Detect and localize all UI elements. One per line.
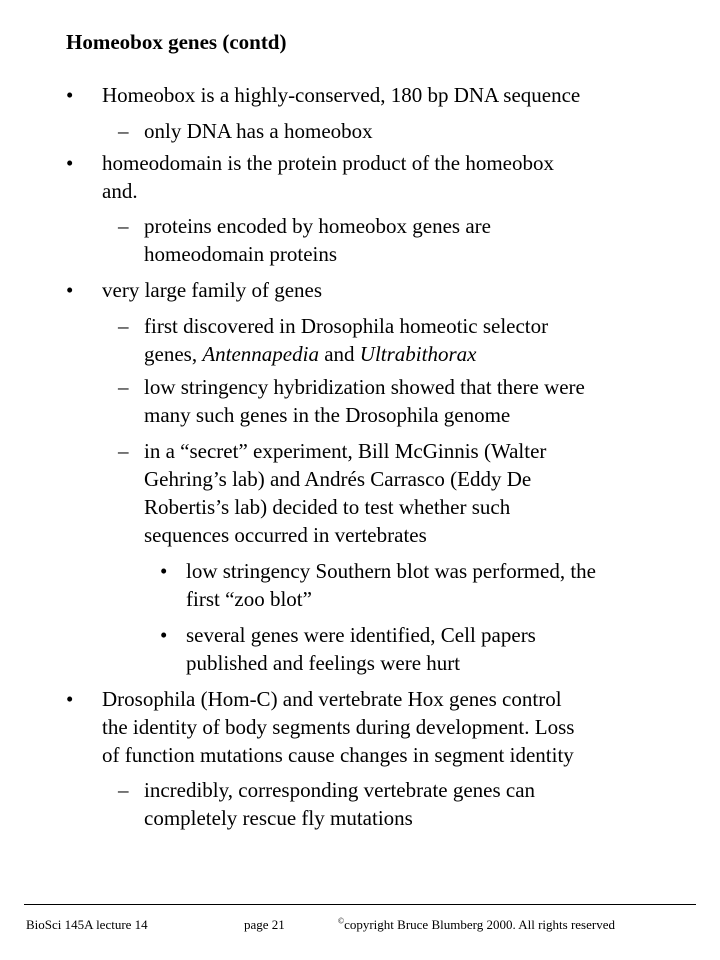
gene-name-italic: Ultrabithorax — [359, 342, 477, 366]
slide-title: Homeobox genes (contd) — [66, 30, 287, 54]
bullet-text: very large family of genes — [102, 278, 323, 302]
dash-marker: – — [118, 119, 129, 143]
sub-bullet-text: only DNA has a homeobox — [144, 119, 373, 143]
sub-sub-bullet-text: published and feelings were hurt — [186, 651, 461, 675]
bullet-marker: • — [66, 151, 74, 175]
sub-sub-bullet-text: first “zoo blot” — [186, 587, 312, 611]
dash-marker: – — [118, 314, 129, 338]
sub-bullet-text: completely rescue fly mutations — [144, 806, 413, 830]
bullet-text: the identity of body segments during development. Loss — [102, 715, 575, 739]
dash-marker: – — [118, 439, 129, 463]
sub-sub-bullet-text: several genes were identified, Cell papers — [186, 623, 536, 647]
sub-bullet-text: low stringency hybridization showed that there were — [144, 375, 585, 399]
footer-copyright — [338, 917, 615, 933]
sub-bullet-text: homeodomain proteins — [144, 242, 338, 266]
bullet-marker: • — [160, 559, 168, 583]
sub-bullet-text: incredibly, corresponding vertebrate genes can — [144, 778, 536, 802]
sub-bullet-text: proteins encoded by homeobox genes are — [144, 214, 491, 238]
text-run: genes, — [144, 342, 203, 366]
text-run: and — [318, 342, 360, 366]
sub-bullet-text: Gehring’s lab) and Andrés Carrasco (Eddy De — [144, 467, 532, 491]
dash-marker: – — [118, 778, 129, 802]
footer-divider — [24, 904, 696, 905]
sub-bullet-text: sequences occurred in vertebrates — [144, 523, 427, 547]
sub-bullet-text: in a “secret” experiment, Bill McGinnis (Walter — [144, 439, 547, 463]
sub-bullet-text — [144, 340, 476, 368]
bullet-marker: • — [66, 83, 74, 107]
gene-name-italic: Antennapedia — [202, 342, 319, 366]
sub-bullet-text: Robertis’s lab) decided to test whether such — [144, 495, 511, 519]
bullet-text: Homeobox is a highly-conserved, 180 bp DNA sequence — [102, 83, 581, 107]
footer-page-number: page 21 — [244, 917, 285, 932]
sub-bullet-text: first discovered in Drosophila homeotic selector — [144, 314, 549, 338]
sub-sub-bullet-text: low stringency Southern blot was performed, the — [186, 559, 596, 583]
bullet-text: Drosophila (Hom-C) and vertebrate Hox genes control — [102, 687, 562, 711]
bullet-text: of function mutations cause changes in segment identity — [102, 743, 574, 767]
bullet-marker: • — [66, 278, 74, 302]
bullet-marker: • — [160, 623, 168, 647]
bullet-text: homeodomain is the protein product of the homeobox — [102, 151, 554, 175]
sub-bullet-text: many such genes in the Drosophila genome — [144, 403, 511, 427]
dash-marker: – — [118, 375, 129, 399]
copyright-symbol: © — [338, 916, 345, 926]
dash-marker: – — [118, 214, 129, 238]
footer-course: BioSci 145A lecture 14 — [26, 917, 148, 932]
bullet-marker: • — [66, 687, 74, 711]
copyright-text: copyright Bruce Blumberg 2000. All rights reserved — [344, 917, 615, 932]
bullet-text: and. — [102, 179, 138, 203]
